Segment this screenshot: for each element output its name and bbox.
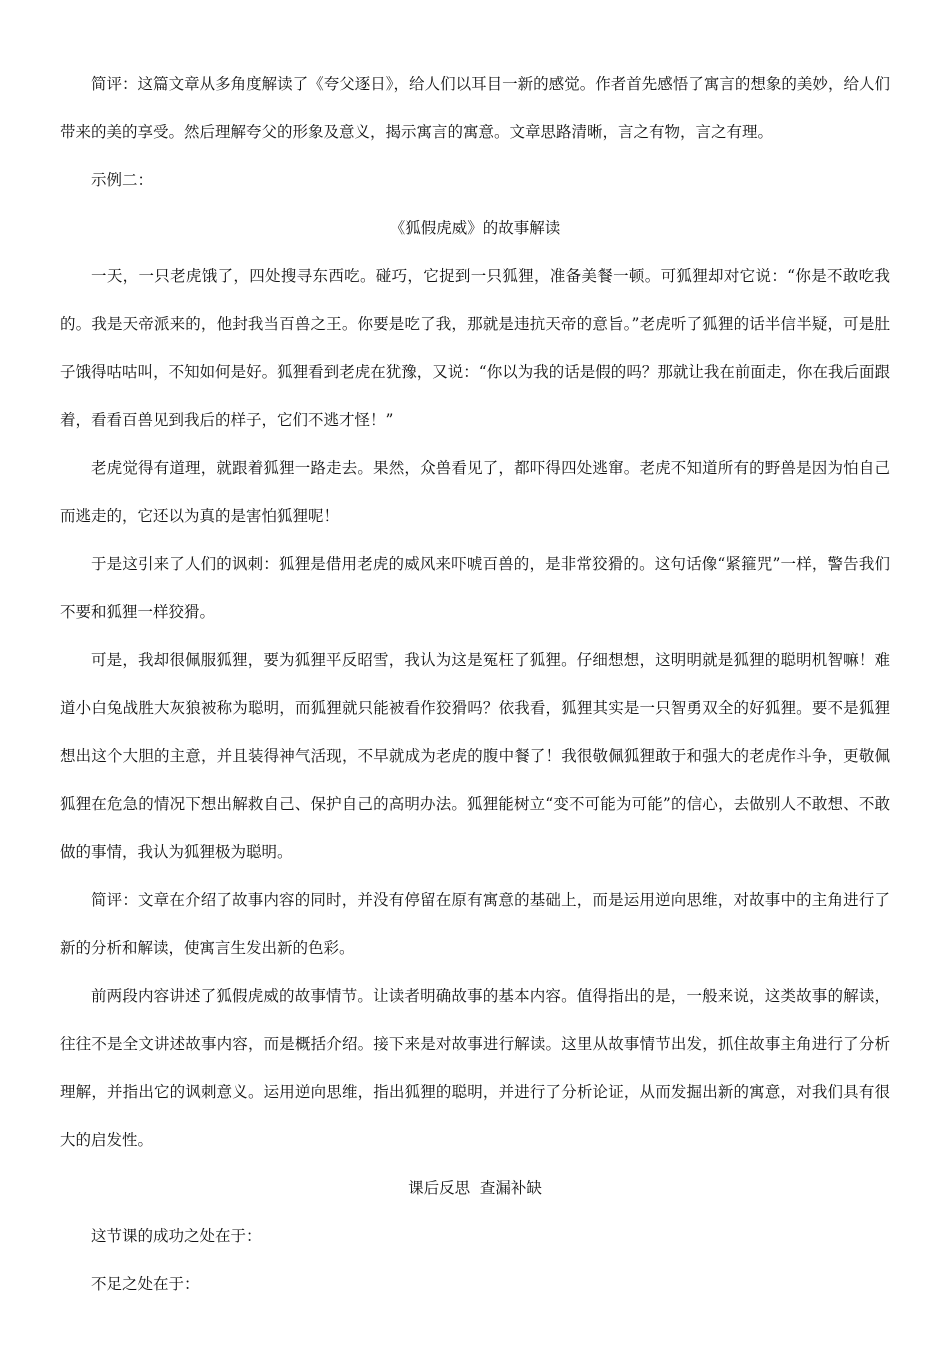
story-paragraph-2: 老虎觉得有道理，就跟着狐狸一路走去。果然，众兽看见了，都吓得四处逃窜。老虎不知道所有的野兽是因为怕自己而逃走的，它还以为真的是害怕狐狸呢！: [60, 459, 890, 525]
success-label: 这节课的成功之处在于：: [91, 1227, 262, 1245]
shortcoming-label: 不足之处在于：: [91, 1275, 200, 1293]
story-paragraph-3: 于是这引来了人们的讽刺：狐狸是借用老虎的威风来吓唬百兽的，是非常狡猾的。这句话像“紧箍咒”一样，警告我们不要和狐狸一样狡猾。: [60, 555, 890, 621]
commentary-paragraph-2: 简评：文章在介绍了故事内容的同时，并没有停留在原有寓意的基础上，而是运用逆向思维，对故事中的主角进行了新的分析和解读，使寓言生发出新的色彩。: [60, 891, 890, 957]
story-paragraph-4: 可是，我却很佩服狐狸，要为狐狸平反昭雪，我认为这是冤枉了狐狸。仔细想想，这明明就是狐狸的聪明机智嘛！难道小白兔战胜大灰狼被称为聪明，而狐狸就只能被看作狡猾吗？依我看，狐狸其实是一只智勇双全的好狐狸。要不是狐狸想出这个大胆的主意，并且装得神气活现，不早就成为老虎的腹中餐了！我很敬佩狐狸敢于和强大的老虎作斗争，更敬佩狐狸在危急的情况下想出解救自己、保护自己的高明办法。狐狸能树立“变不可能为可能”的信心，去做别人不敢想、不敢做的事情，我认为狐狸极为聪明。: [60, 651, 890, 861]
story-title: 《狐假虎威》的故事解读: [389, 219, 561, 237]
reflection-title: 课后反思 查漏补缺: [408, 1179, 542, 1197]
commentary-paragraph-1: 简评：这篇文章从多角度解读了《夸父逐日》，给人们以耳目一新的感觉。作者首先感悟了寓言的想象的美妙，给人们带来的美的享受。然后理解夸父的形象及意义，揭示寓言的寓意。文章思路清晰，言之有物，言之有理。: [60, 75, 890, 141]
document-page: [60, 60, 890, 1308]
story-paragraph-1: 一天，一只老虎饿了，四处搜寻东西吃。碰巧，它捉到一只狐狸，准备美餐一顿。可狐狸却对它说：“你是不敢吃我的。我是天帝派来的，他封我当百兽之王。你要是吃了我，那就是违抗天帝的意旨。”老虎听了狐狸的话半信半疑，可是肚子饿得咕咕叫，不知如何是好。狐狸看到老虎在犹豫，又说：“你以为我的话是假的吗？那就让我在前面走，你在我后面跟着，看看百兽见到我后的样子，它们不逃才怪！”: [60, 267, 890, 429]
analysis-paragraph: 前两段内容讲述了狐假虎威的故事情节。让读者明确故事的基本内容。值得指出的是，一般来说，这类故事的解读，往往不是全文讲述故事内容，而是概括介绍。接下来是对故事进行解读。这里从故事情节出发，抓住故事主角进行了分析理解，并指出它的讽刺意义。运用逆向思维，指出狐狸的聪明，并进行了分析论证，从而发掘出新的寓意，对我们具有很大的启发性。: [60, 987, 890, 1149]
example-label: 示例二：: [91, 171, 154, 189]
